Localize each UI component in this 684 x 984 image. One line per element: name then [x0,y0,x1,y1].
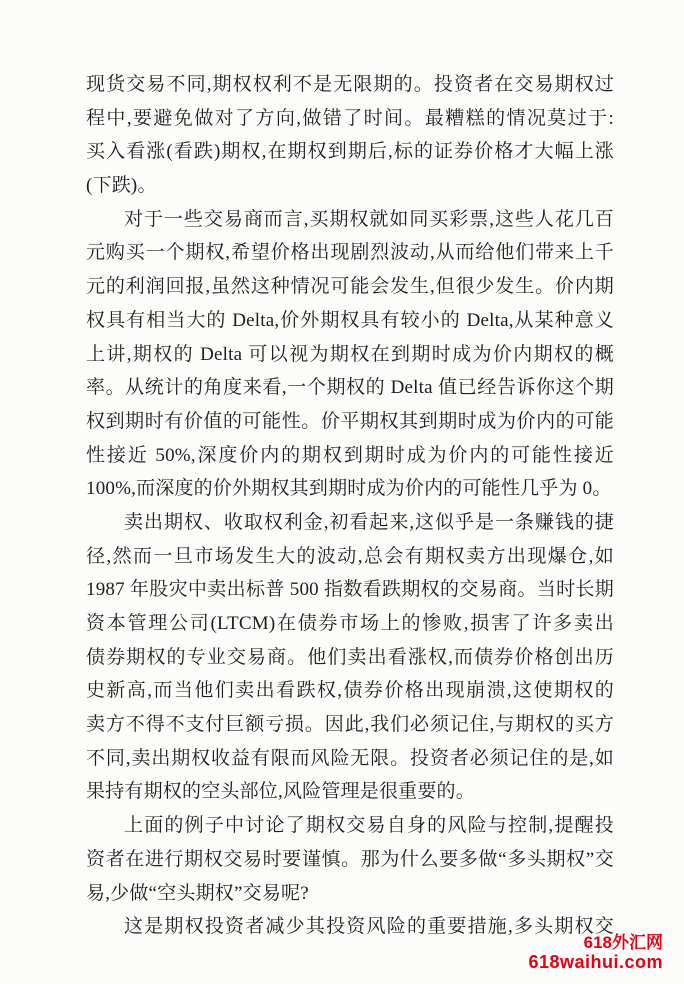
paragraph [86,203,614,506]
text-line: (下跌)。 [86,175,157,197]
text-line: 元购买一个期权,希望价格出现剧烈波动,从而给他们带来上千 [86,242,614,264]
text-line: 元的利润回报,虽然这种情况可能会发生,但很少发生。价内期 [86,276,614,298]
text-line: 性接近 50%,深度价内的期权到期时成为价内的可能性接近 [86,444,614,466]
paragraph [86,809,614,910]
text-line: 资者在进行期权交易时要谨慎。那为什么要多做“多头期权”交 [86,848,614,870]
text-line: 1987 年股灾中卖出标普 500 指数看跌期权的交易商。当时长期 [86,579,614,601]
text-line: 上面的例子中讨论了期权交易自身的风险与控制,提醒投 [124,815,614,837]
text-line: 权具有相当大的 Delta,价外期权具有较小的 Delta,从某种意义 [86,309,614,331]
text-line: 史新高,而当他们卖出看跌权,债券价格出现崩溃,这使期权的 [86,680,614,702]
paragraph [86,506,614,809]
text-line: 上讲,期权的 Delta 可以视为期权在到期时成为价内期权的概 [86,343,614,365]
text-line: 这是期权投资者减少其投资风险的重要措施,多头期权交 [124,916,614,938]
text-line: 卖出期权、收取权利金,初看起来,这似乎是一条赚钱的捷 [124,511,614,533]
text-line: 现货交易不同,期权权利不是无限期的。投资者在交易期权过 [86,74,614,95]
text-line: 资本管理公司(LTCM)在债券市场上的惨败,损害了许多卖出 [86,613,614,634]
watermark-site-url: 618waihui.com [528,952,663,973]
text-line: 果持有期权的空头部位,风险管理是很重要的。 [86,781,475,803]
text-line: 程中,要避免做对了方向,做错了时间。最糟糕的情况莫过于: [86,107,614,129]
text-line: 卖方不得不支付巨额亏损。因此,我们必须记住,与期权的买方 [86,714,614,736]
text-line: 买入看涨(看跌)期权,在期权到期后,标的证券价格才大幅上涨 [86,141,614,163]
text-line: 率。从统计的角度来看,一个期权的 Delta 值已经告诉你这个期 [86,377,614,399]
watermark [528,933,663,972]
text-line: 100%,而深度的价外期权其到期时成为价内的可能性几乎为 0。 [86,478,612,500]
text-line: 易,少做“空头期权”交易呢? [86,882,309,904]
text-line: 径,然而一旦市场发生大的波动,总会有期权卖方出现爆仓,如 [86,545,614,567]
paragraph [86,68,614,203]
text-line: 对于一些交易商而言,买期权就如同买彩票,这些人花几百 [124,208,614,230]
watermark-site-name: 618外汇网 [583,933,663,952]
text-line: 不同,卖出期权收益有限而风险无限。投资者必须记住的是,如 [86,747,614,769]
text-block [86,68,614,944]
text-line: 债券期权的专业交易商。他们卖出看涨权,而债券价格创出历 [86,646,614,668]
text-line: 权到期时有价值的可能性。价平期权其到期时成为价内的可能 [86,410,614,432]
